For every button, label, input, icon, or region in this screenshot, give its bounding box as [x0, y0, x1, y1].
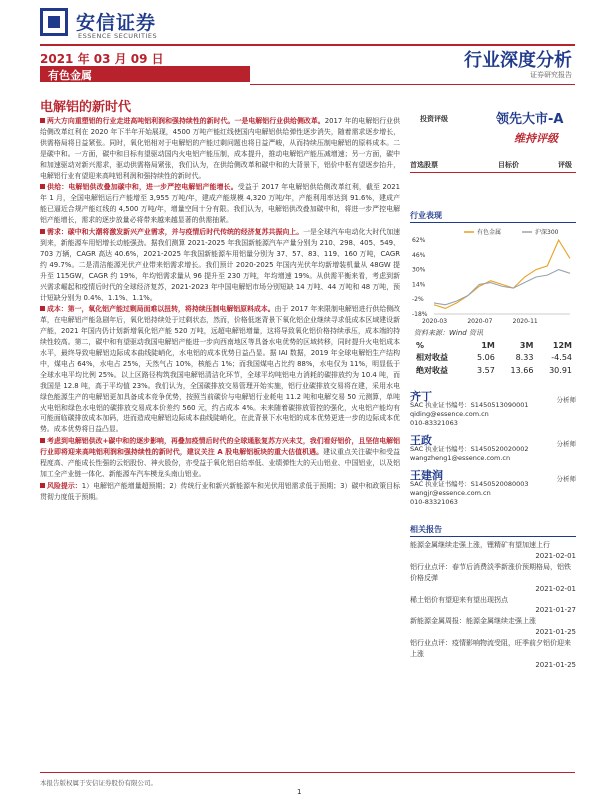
paragraph	[40, 227, 400, 303]
analyst-email[interactable]: wangzheng1@essence.com.cn	[410, 454, 511, 462]
paragraph-text: 受益于 2017 年电解铝供给侧改革红利，截至 2021 年 1 月，全国电解铝运行产能增至 3,955 万吨/年，建成产能规模 4,320 万吨/年，产能利用率达到 91.6%，建成产能已逼近合规产能红线的 4,500 万吨/年，增量空间十分有限。我们认为，电解铝供改叠加碳中和，将进一步严控电解铝产能增长，需求的逐步放量必将带来越来越显著的供需抽紧。	[40, 183, 400, 225]
related-item[interactable]	[410, 595, 576, 617]
table-header: 1M	[481, 341, 495, 350]
analyst-name: 齐丁	[410, 390, 432, 403]
legend-label: 沪深300	[535, 229, 559, 236]
chart-source: 资料来源：Wind 资讯	[414, 329, 483, 337]
footer-rule	[40, 772, 575, 773]
table-cell: -4.54	[551, 353, 572, 362]
page-number: 1	[297, 788, 302, 796]
target-col: 目标价	[498, 161, 519, 169]
paragraph-text: 建议重点关注碳中和受益程度高、产能成长性强的云铝股份、神火股份，亦受益于氧化铝自给率低、业绩弹性大的天山铝业、中国铝业，以及铝加工全产业链一体化、新能源车汽车模龙头南山铝业。	[40, 448, 400, 478]
series-line	[434, 270, 570, 305]
analyst-email[interactable]: qiding@essence.com.cn	[410, 410, 489, 418]
bullet-square-icon	[40, 306, 45, 311]
y-tick-label: 30%	[412, 266, 426, 274]
paragraph-text: 2017 年的电解铝行业供给侧改革红利在 2020 年下半年开始展现，4500 万吨产能红线使国内电解铝供给弹性逐步消失，随着需求逐步增长，供需格局将日益紧张。同时，氧化铝相对于电解铝的产能过剩问题也将日益严峻，从而持续压制电解铝的原料成本。二是碳中和。一方面，碳中和目标有望驱动国内火电铝产能压制，成本提升，推动电解铝产能压减增速；另一方面，碳中和加速驱动对新兴需求，驱动供需格局紧张，我们认为，在供给侧改革和碳中和的大背景下，铝价中枢有望逐步抬升，电解铝行业有望迎来高吨铝利润和强持续性的新时代。	[40, 117, 400, 180]
related-title: 铝行业点评：疫情影响物流受阻，旺季前夕铝价迎来上涨	[410, 639, 571, 659]
analyst-line: SAC 执业证书编号：S1450513090001	[410, 401, 529, 409]
stock-col: 首选股票	[410, 161, 438, 169]
related-title: 能源金属继续走强上涨，锂精矿有望加速上行	[410, 541, 550, 549]
related-title: 新能源金属周报：能源金属继续走强上涨	[410, 617, 536, 626]
rating-action: 维持评级	[514, 132, 558, 145]
performance-table	[414, 340, 574, 377]
paragraph-lead: 供给：电解铝供改叠加碳中和，进一步严控电解铝产能增长。	[47, 183, 238, 192]
paragraph-lead: 两大方向重塑铝的行业走进高吨铝利润和强持续性的新时代。一是电解铝行业供给侧改革。	[47, 117, 325, 125]
related-title: 稀土铝价有望迎来有望出现拐点	[410, 595, 508, 604]
table-row	[414, 364, 574, 377]
related-title: 铝行业点评：春节后消费淡季新涨价预期格局，铝铁价格反弹	[410, 562, 571, 582]
report-body	[40, 116, 400, 504]
related-date: 2021-01-25	[535, 660, 576, 669]
analyst-name: 王政	[410, 434, 432, 447]
related-item[interactable]	[410, 562, 576, 595]
related-date: 2021-02-01	[535, 551, 576, 560]
analyst-line: 010-83321063	[410, 498, 458, 506]
related-date: 2021-02-01	[535, 584, 576, 593]
sector-rule	[250, 84, 575, 85]
rating-col: 评级	[558, 161, 572, 169]
page-title: 电解铝的新时代	[40, 100, 132, 115]
rating-value: 领先大市-A	[496, 112, 564, 127]
sector-label: 有色金属	[48, 69, 92, 82]
analyst-title: 分析师	[556, 475, 576, 483]
footer-disclaimer: 本报告版权属于安信证券股份有限公司。	[40, 779, 157, 787]
logo-text: 安信证券	[76, 12, 157, 34]
table-header: 3M	[519, 341, 534, 350]
table-cell: 13.66	[510, 366, 534, 375]
analyst-email[interactable]: wangjr@essence.com.cn	[410, 489, 491, 497]
y-tick-label: 46%	[412, 251, 426, 259]
table-cell: 绝对收益	[416, 366, 448, 375]
table-cell: 相对收益	[416, 353, 448, 362]
report-subtype: 证券研究报告	[530, 71, 572, 79]
analyst-block	[410, 471, 576, 507]
table-header: 12M	[552, 341, 572, 350]
analyst-title: 分析师	[556, 396, 576, 404]
table-header-row	[414, 340, 574, 351]
table-cell: 5.06	[477, 353, 495, 362]
x-tick-label: 2020-07	[467, 318, 493, 325]
bullet-square-icon	[40, 229, 45, 234]
y-tick-label: 14%	[412, 281, 426, 289]
x-tick-label: 2020-11	[512, 318, 538, 325]
related-date: 2021-01-27	[535, 606, 576, 615]
paragraph	[40, 116, 400, 181]
y-tick-label: -2%	[412, 296, 424, 304]
logo-subtext: ESSENCE SECURITIES	[78, 32, 158, 40]
related-item[interactable]	[410, 540, 576, 562]
analyst-line: SAC 执业证书编号：S1450520020002	[410, 445, 529, 453]
bullet-square-icon	[40, 438, 45, 443]
bullet-square-icon	[40, 483, 45, 488]
table-row	[414, 351, 574, 364]
rating-label: 投资评级	[420, 115, 448, 123]
table-cell: 3.57	[477, 366, 495, 375]
paragraph	[40, 182, 400, 226]
market-chart	[410, 226, 574, 326]
table-cell: 30.91	[549, 366, 572, 375]
related-item[interactable]	[410, 616, 576, 638]
y-tick-label: 62%	[412, 237, 426, 244]
analyst-title: 分析师	[556, 440, 576, 448]
paragraph-text: 一是全球汽车电动化大时代加速到来，新能源车用铝增长动能强劲。据我们测算 2021-2025 年我国新能源汽车产量分别为 210、298、405、549、703 万辆，CAGR 高达 40.6%，2021-2025 年我国新能源车用铝量分别为 37、57、83、119、160 万吨，CAGR 约 49.7%。二是清洁能源光伏产业带来铝需求增长。我们预计 2020-2025 年国内光伏年均新增装机量从 48GW 提升至 115GW，CAGR 约 19%，年均铝需求量从 96 提升至 230 万吨，年均增速 19%。从供需平衡来看，考虑到新兴需求崛起和疫情后时代的全球经济复苏，2021-2023 年中国电解铝市场分别短缺 14 万吨、44 万吨和 48 万吨，预计短缺分别为 0.4%、1.1%、1.1%。	[40, 228, 401, 302]
report-date: 2021 年 03 月 09 日	[40, 52, 164, 66]
related-reports	[410, 540, 576, 671]
analyst-block	[410, 392, 576, 428]
analyst-name: 王建润	[410, 469, 443, 482]
paragraph-lead: 需求：碳中和大潮将激发新兴产业需求，并与疫情后时代传统的经济复苏共振向上。	[47, 228, 304, 237]
legend-label: 有色金属	[477, 229, 502, 236]
stock-header-row	[410, 160, 576, 173]
x-tick-label: 2020-03	[422, 318, 448, 325]
analyst-line: SAC 执业证书编号：S1450520080003	[410, 480, 529, 488]
paragraph-lead: 成本：第一，氧化铝产能过剩局面难以扭转，将持续压制电解铝原料成本。	[47, 305, 275, 314]
paragraph	[40, 304, 400, 435]
paragraph-lead: 风险提示：	[47, 481, 82, 490]
related-item[interactable]	[410, 638, 576, 671]
logo-mark	[40, 8, 68, 36]
paragraph	[40, 481, 400, 503]
analyst-block	[410, 436, 576, 463]
paragraph	[40, 436, 400, 480]
paragraph-text: 1）电解铝产能增量超预期；2）传统行业和新兴新能源车和光伏用铝需求低于预期；3）碳中和政策目标贯彻力度低于预期。	[40, 481, 400, 501]
report-type: 行业深度分析	[464, 50, 572, 71]
paragraph-text: 由于 2017 年来限制电解铝进行供给侧改革，在电解铝产能急剧年后，氧化铝持续处于过剩状态，然而，价格低迷背景下氧化铝企业继续寻求低成本区域建设新产能，2021 年国内仍计划新增氧化铝产能 520 万吨，远超电解铝增量，这将导致氧化铝价格持续承压，成本端的持续性较高。第二，碳中和有望驱动我国电解铝产能进一步向西南地区等具备水电优势的区域转移，同时提升火电铝成本水平，最终导致电解铝边际成本曲线陡峭化，水电铝的成本优势日益凸显。据 IAI 数据，2019 年全球电解铝生产结构中，煤电占 64%，水电占 25%，天然气占 10%，核能占 1%；而我国煤电占比约 88%，水电仅为 11%，明显低于全球水电平均比例 25%。以上区路径构筑我国电解铝清洁化环节，全球平均吨铝电力消耗的碳排放约为 10.4 吨，而我国是 12.8 吨，高于平均值 23%。我们认为，全国碳排放交易管理开始实施，铝行业碳排放交易将在建，采用水电绿色能源生产的电解铝更加具备成本竞争优势，按照当前碳价与电解铝行业耗电 11.2 吨和电解交易 50 元测算，单吨火电铝和绿色水电铝的碳排放交易成本价差约 560 元，约占成本 4%。未来随着碳排放管控的强化，火电铝产能均有可能面临碳排放成本加码，进而造成电解铝边际成本曲线陡峭化，在此背景下水电铝的成本优势更进一步的边际成本优势。成本优势将日益凸显。	[40, 305, 401, 434]
analyst-line: 010-83321063	[410, 419, 458, 427]
table-header: %	[416, 341, 425, 350]
y-tick-label: -18%	[412, 311, 428, 318]
market-section-head: 行业表现	[410, 210, 576, 223]
related-date: 2021-01-25	[535, 628, 576, 637]
table-cell: 8.33	[515, 353, 534, 362]
paragraph-lead: 考虑到电解铝供改+碳中和的逐步影响，再叠加疫情后时代的全球通胀复苏方兴未艾，我们看好铝价，且坚信电解铝行业即将迎来高吨铝利润和强持续性的新时代，建议关注 A 股电解铝板块的重大估值机遇。	[40, 437, 400, 457]
related-section-head: 相关报告	[410, 524, 576, 537]
bullet-square-icon	[40, 118, 45, 123]
bullet-square-icon	[40, 184, 45, 189]
